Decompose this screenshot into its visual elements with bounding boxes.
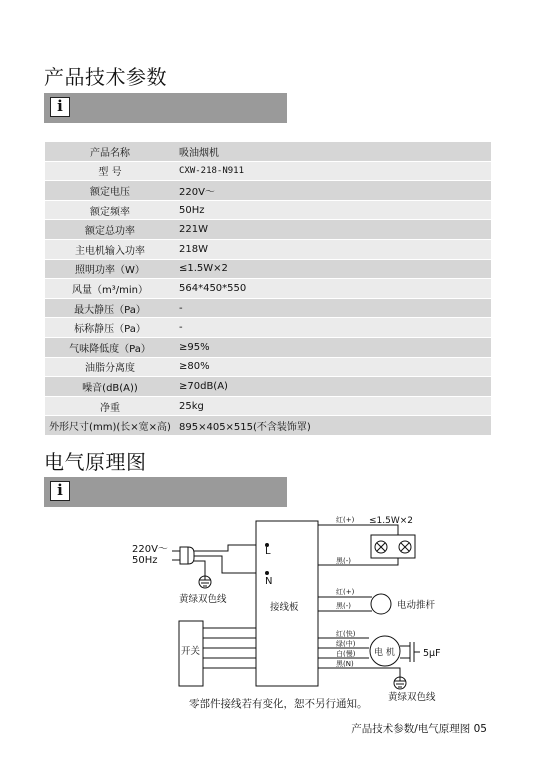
lamp-icon [375, 541, 387, 553]
ground-label-right: 黄绿双色线 [388, 692, 436, 703]
spec-value: 564*450*550 [175, 279, 491, 299]
pusher-motor-icon [371, 594, 391, 614]
page-footer: 产品技术参数/电气原理图 05 [351, 723, 487, 735]
switch-label: 开关 [181, 646, 201, 657]
section-title-diagram: 电气原理图 [44, 450, 147, 474]
spec-label: 型 号 [45, 161, 175, 181]
spec-label: 额定频率 [45, 200, 175, 220]
spec-label: 标称静压（Pa） [45, 318, 175, 338]
spec-label: 净重 [45, 396, 175, 416]
board-label: 接线板 [270, 602, 299, 613]
motor-red-label: 红(快) [336, 630, 356, 638]
motor-white-label: 白(慢) [336, 650, 356, 658]
power-label: 220V～ [132, 544, 168, 555]
terminal-L: L [265, 546, 271, 557]
spec-value: 220V～ [175, 181, 491, 201]
motor-label: 电 机 [374, 648, 395, 658]
motor-black-label: 黑(N) [336, 660, 354, 668]
spec-label: 额定总功率 [45, 220, 175, 240]
spec-label: 主电机输入功率 [45, 239, 175, 259]
info-icon: i [50, 481, 70, 501]
pusher-red-label: 红(+) [336, 588, 355, 596]
spec-label: 噪音(dB(A)) [45, 377, 175, 397]
spec-value: 50Hz [175, 200, 491, 220]
spec-label: 油脂分离度 [45, 357, 175, 377]
lamp-black-label: 黑(-) [336, 557, 351, 565]
spec-label: 最大静压（Pa） [45, 298, 175, 318]
spec-label: 风量（m³/min） [45, 279, 175, 299]
spec-value: 221W [175, 220, 491, 240]
spec-value: 25kg [175, 396, 491, 416]
spec-value: CXW-218-N911 [175, 161, 491, 181]
freq-label: 50Hz [132, 555, 158, 566]
ground-label-left: 黄绿双色线 [179, 594, 227, 605]
section-title-specs: 产品技术参数 [44, 65, 167, 89]
spec-value: 吸油烟机 [175, 142, 491, 161]
spec-value: ≥80% [175, 357, 491, 377]
spec-value: 218W [175, 239, 491, 259]
lamp-red-label: 红(+) [336, 516, 355, 524]
spec-label: 照明功率（W） [45, 259, 175, 279]
lamp-icon [399, 541, 411, 553]
capacitor-label: 5μF [423, 648, 441, 659]
terminal-N: N [265, 576, 273, 587]
spec-label: 外形尺寸(mm)(长×宽×高) [45, 416, 175, 436]
motor-green-label: 绿(中) [336, 640, 356, 648]
lamp-group [371, 535, 415, 558]
spec-label: 产品名称 [45, 142, 175, 161]
change-notice: 零部件接线若有变化，恕不另行通知。 [189, 698, 368, 710]
spec-label: 气味降低度（Pa） [45, 337, 175, 357]
spec-value: ≥70dB(A) [175, 377, 491, 397]
lamp-spec-label: ≤1.5W×2 [369, 516, 414, 526]
spec-value: ≤1.5W×2 [175, 259, 491, 279]
info-icon: i [50, 97, 70, 117]
spec-value: - [175, 318, 491, 338]
spec-value: 895×405×515(不含装饰罩) [175, 416, 491, 436]
plug-icon [180, 547, 194, 564]
pusher-black-label: 黑(-) [336, 602, 351, 610]
spec-value: - [175, 298, 491, 318]
pusher-label: 电动推杆 [397, 600, 436, 611]
spec-label: 额定电压 [45, 181, 175, 201]
spec-value: ≥95% [175, 337, 491, 357]
